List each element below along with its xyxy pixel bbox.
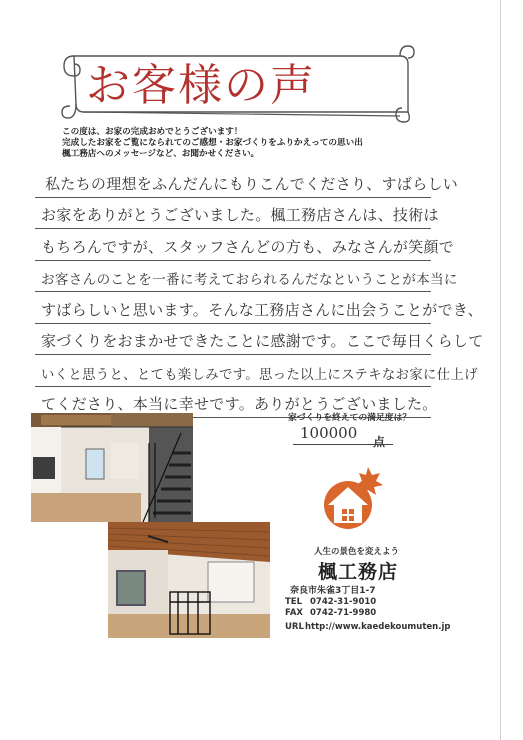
intro-line: 楓工務店へのメッセージなど、お聞かせください。: [62, 149, 260, 159]
letter-line: [35, 292, 483, 324]
letter-line: [35, 166, 459, 198]
intro-text: [62, 127, 382, 160]
letter-text: もちろんですが、スタッフさんどの方も、みなさんが笑顔で: [41, 237, 455, 256]
letter-line: [35, 229, 455, 261]
fax-number: 0742-71-9980: [310, 608, 377, 618]
letter-text: お客さんのことを一番に考えておられるんだなということが本当に: [41, 272, 458, 288]
letter-text: いくと思うと、とても楽しみです。思った以上にステキなお家に仕上げ: [41, 367, 478, 383]
letter-text: 家づくりをおまかせできたことに感謝です。ここで毎日くらして: [41, 332, 484, 350]
url-label: URL: [285, 622, 304, 632]
interior-photo-staircase: [31, 413, 193, 522]
satisfaction-label: 家づくりを終えての満足度は？: [288, 413, 412, 423]
satisfaction-unit: 点: [373, 435, 386, 449]
company-address: 奈良市朱雀3丁目1-7: [290, 586, 376, 596]
company-fax: [285, 608, 376, 618]
customer-letter: [35, 166, 484, 418]
tel-number: 0742-31-9010: [310, 597, 377, 607]
intro-line: この度は、お家の完成おめでとうございます！: [62, 127, 243, 137]
company-tel: [285, 597, 376, 607]
company-url: [285, 622, 450, 632]
letter-text: てくださり、本当に幸せです。ありがとうございました。: [41, 395, 438, 413]
url-link[interactable]: http://www.kaedekoumuten.jp: [305, 622, 451, 632]
letter-line: [35, 261, 458, 293]
letter-text: お家をありがとうございました。楓工務店さんは、技術は: [41, 206, 439, 224]
letter-text: すばらしいと思います。そんな工務店さんに出会うことができ、: [41, 300, 483, 319]
letter-text: 私たちの理想をふんだんにもりこんでくださり、すばらしい: [45, 174, 459, 193]
satisfaction-value: 100000: [300, 424, 358, 442]
letter-line: [35, 198, 439, 230]
letter-line: [35, 355, 478, 387]
company-logo: [316, 465, 384, 531]
company-name: 楓工務店: [318, 561, 399, 583]
page-title: お客様の声: [86, 60, 316, 111]
interior-photo-wood-ceiling: [108, 522, 270, 638]
letter-line: [35, 324, 484, 356]
fax-label: FAX: [285, 608, 303, 618]
intro-line: 完成したお家をご覧になられてのご感想・お家づくりをふりかえっての思い出: [62, 138, 363, 148]
page-edge-line: [500, 0, 501, 740]
tel-label: TEL: [285, 597, 303, 607]
company-tagline: 人生の景色を変えよう: [314, 547, 400, 557]
